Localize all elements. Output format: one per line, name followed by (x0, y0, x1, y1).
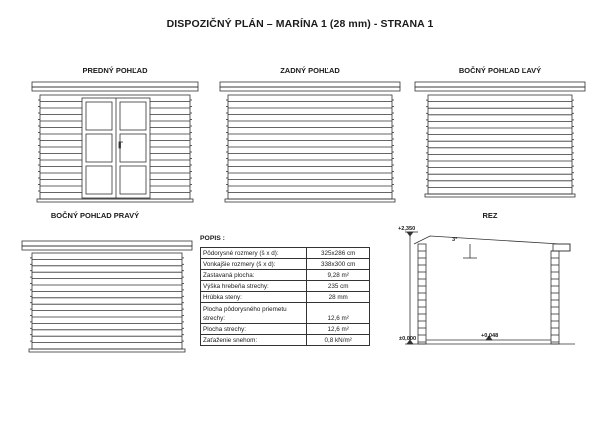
roof-fascia-lower (32, 87, 198, 91)
level-floor-label: +0,048 (481, 333, 499, 339)
roof-fascia (22, 241, 192, 246)
level-top-label: +2,350 (398, 226, 416, 232)
wall-outline (32, 253, 182, 349)
front-view-label: PREDNÝ POHĽAD (82, 66, 148, 75)
roof-fascia-lower (220, 87, 400, 91)
table-row: Výška hrebeňa strechy: 235 cm (201, 281, 370, 292)
right-side-elevation (22, 241, 192, 352)
roof-fascia-lower (22, 246, 192, 250)
roof-fascia-lower (415, 87, 585, 91)
wall-base (425, 194, 575, 197)
table-row: Hrúbka steny: 28 mm (201, 292, 370, 303)
wall-base (29, 349, 185, 352)
back-elevation (220, 82, 400, 202)
section-left-wall (418, 244, 426, 344)
specs-table (200, 247, 370, 346)
back-view-label: ZADNÝ POHĽAD (280, 66, 340, 75)
roof-fascia (220, 82, 400, 87)
roof-fascia (32, 82, 198, 87)
level-arrow-top (407, 232, 413, 236)
wall-outline (428, 95, 572, 194)
table-row: Plocha strechy: 12,6 m² (201, 324, 370, 335)
left-view-label: BOČNÝ POHĽAD ĽAVÝ (458, 66, 542, 75)
plan-title: DISPOZIČNÝ PLÁN – MARÍNA 1 (28 mm) - STRANA 1 (166, 18, 434, 30)
level-ground-label: ±0,000 (399, 336, 417, 342)
table-row: Vonkajšie rozmery (š x d): 338x300 cm (201, 259, 370, 270)
door-handle (119, 142, 121, 148)
section-view-label: REZ (482, 211, 498, 220)
wall-base (37, 199, 193, 202)
table-row: Plocha pôdorysného priemetu strechy: 12,6 m² (201, 303, 370, 324)
wall-base (225, 199, 395, 202)
section-roof (414, 236, 570, 251)
table-row: Pôdorysné rozmery (š x d): 325x286 cm (201, 248, 370, 259)
section-drawing (405, 232, 575, 344)
roof-slope-label: 3° (452, 237, 458, 243)
roof-overhang (553, 244, 570, 251)
left-side-elevation (415, 82, 585, 197)
table-row: Zastavaná plocha: 9,28 m² (201, 270, 370, 281)
front-elevation (32, 82, 198, 202)
roof-fascia (415, 82, 585, 87)
right-view-label: BOČNÝ POHĽAD PRAVÝ (50, 211, 140, 220)
table-row: Zaťaženie snehom: 0,8 kN/m² (201, 335, 370, 346)
popis-heading: POPIS : (200, 235, 225, 242)
